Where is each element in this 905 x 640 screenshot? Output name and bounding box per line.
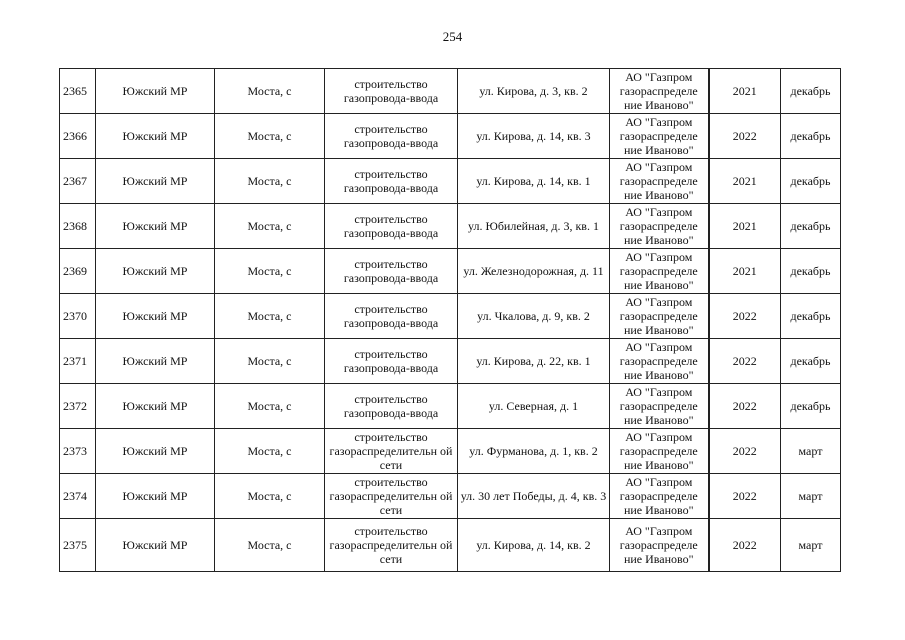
cell-locality: Моста, с bbox=[215, 114, 325, 159]
table-row bbox=[60, 339, 841, 384]
cell-locality: Моста, с bbox=[215, 429, 325, 474]
cell-year: 2022 bbox=[709, 384, 781, 429]
cell-district: Южский МР bbox=[96, 474, 215, 519]
cell-org: АО "Газпром газораспределе ние Иваново" bbox=[610, 69, 709, 114]
cell-month: март bbox=[781, 519, 841, 572]
cell-num: 2372 bbox=[60, 384, 96, 429]
cell-year: 2022 bbox=[709, 294, 781, 339]
cell-org: АО "Газпром газораспределе ние Иваново" bbox=[610, 429, 709, 474]
table-row bbox=[60, 474, 841, 519]
cell-num: 2367 bbox=[60, 159, 96, 204]
cell-year: 2022 bbox=[709, 429, 781, 474]
cell-num: 2370 bbox=[60, 294, 96, 339]
cell-month: декабрь bbox=[781, 69, 841, 114]
cell-work: строительство газопровода-ввода bbox=[325, 339, 458, 384]
cell-district: Южский МР bbox=[96, 519, 215, 572]
cell-month: декабрь bbox=[781, 384, 841, 429]
cell-num: 2374 bbox=[60, 474, 96, 519]
cell-work: строительство газораспределительн ой сети bbox=[325, 519, 458, 572]
cell-year: 2022 bbox=[709, 339, 781, 384]
cell-month: декабрь bbox=[781, 204, 841, 249]
cell-locality: Моста, с bbox=[215, 339, 325, 384]
cell-district: Южский МР bbox=[96, 249, 215, 294]
cell-locality: Моста, с bbox=[215, 474, 325, 519]
cell-org: АО "Газпром газораспределе ние Иваново" bbox=[610, 384, 709, 429]
table-row bbox=[60, 384, 841, 429]
table-row bbox=[60, 159, 841, 204]
table-row bbox=[60, 204, 841, 249]
cell-org: АО "Газпром газораспределе ние Иваново" bbox=[610, 474, 709, 519]
cell-num: 2368 bbox=[60, 204, 96, 249]
cell-work: строительство газопровода-ввода bbox=[325, 114, 458, 159]
cell-locality: Моста, с bbox=[215, 384, 325, 429]
cell-address: ул. Фурманова, д. 1, кв. 2 bbox=[458, 429, 610, 474]
cell-district: Южский МР bbox=[96, 339, 215, 384]
cell-address: ул. Кирова, д. 14, кв. 1 bbox=[458, 159, 610, 204]
cell-org: АО "Газпром газораспределе ние Иваново" bbox=[610, 159, 709, 204]
cell-address: ул. Кирова, д. 3, кв. 2 bbox=[458, 69, 610, 114]
cell-locality: Моста, с bbox=[215, 204, 325, 249]
cell-year: 2021 bbox=[709, 204, 781, 249]
cell-address: ул. Кирова, д. 14, кв. 3 bbox=[458, 114, 610, 159]
cell-work: строительство газопровода-ввода bbox=[325, 384, 458, 429]
cell-num: 2365 bbox=[60, 69, 96, 114]
cell-year: 2021 bbox=[709, 69, 781, 114]
cell-month: декабрь bbox=[781, 249, 841, 294]
cell-address: ул. Кирова, д. 22, кв. 1 bbox=[458, 339, 610, 384]
table-row bbox=[60, 294, 841, 339]
cell-org: АО "Газпром газораспределе ние Иваново" bbox=[610, 294, 709, 339]
cell-address: ул. 30 лет Победы, д. 4, кв. 3 bbox=[458, 474, 610, 519]
cell-district: Южский МР bbox=[96, 384, 215, 429]
cell-address: ул. Чкалова, д. 9, кв. 2 bbox=[458, 294, 610, 339]
cell-month: март bbox=[781, 474, 841, 519]
cell-org: АО "Газпром газораспределе ние Иваново" bbox=[610, 339, 709, 384]
cell-year: 2022 bbox=[709, 474, 781, 519]
cell-address: ул. Северная, д. 1 bbox=[458, 384, 610, 429]
cell-district: Южский МР bbox=[96, 69, 215, 114]
cell-locality: Моста, с bbox=[215, 159, 325, 204]
cell-org: АО "Газпром газораспределе ние Иваново" bbox=[610, 249, 709, 294]
cell-address: ул. Кирова, д. 14, кв. 2 bbox=[458, 519, 610, 572]
cell-address: ул. Юбилейная, д. 3, кв. 1 bbox=[458, 204, 610, 249]
cell-month: декабрь bbox=[781, 294, 841, 339]
cell-district: Южский МР bbox=[96, 429, 215, 474]
cell-year: 2022 bbox=[709, 519, 781, 572]
cell-work: строительство газопровода-ввода bbox=[325, 159, 458, 204]
cell-year: 2022 bbox=[709, 114, 781, 159]
cell-year: 2021 bbox=[709, 159, 781, 204]
cell-num: 2369 bbox=[60, 249, 96, 294]
cell-district: Южский МР bbox=[96, 294, 215, 339]
table-body bbox=[60, 69, 841, 572]
cell-address: ул. Железнодорожная, д. 11 bbox=[458, 249, 610, 294]
cell-org: АО "Газпром газораспределе ние Иваново" bbox=[610, 519, 709, 572]
cell-month: декабрь bbox=[781, 159, 841, 204]
cell-num: 2375 bbox=[60, 519, 96, 572]
table-row bbox=[60, 114, 841, 159]
cell-district: Южский МР bbox=[96, 204, 215, 249]
table-row bbox=[60, 69, 841, 114]
table-row bbox=[60, 249, 841, 294]
cell-year: 2021 bbox=[709, 249, 781, 294]
cell-work: строительство газораспределительн ой сети bbox=[325, 429, 458, 474]
cell-locality: Моста, с bbox=[215, 294, 325, 339]
cell-num: 2371 bbox=[60, 339, 96, 384]
cell-num: 2373 bbox=[60, 429, 96, 474]
cell-work: строительство газопровода-ввода bbox=[325, 294, 458, 339]
cell-work: строительство газопровода-ввода bbox=[325, 249, 458, 294]
cell-num: 2366 bbox=[60, 114, 96, 159]
cell-locality: Моста, с bbox=[215, 519, 325, 572]
cell-org: АО "Газпром газораспределе ние Иваново" bbox=[610, 204, 709, 249]
cell-district: Южский МР bbox=[96, 114, 215, 159]
table-row bbox=[60, 429, 841, 474]
page-number: 254 bbox=[442, 29, 463, 44]
cell-work: строительство газораспределительн ой сети bbox=[325, 474, 458, 519]
table-row bbox=[60, 519, 841, 572]
cell-work: строительство газопровода-ввода bbox=[325, 204, 458, 249]
cell-month: декабрь bbox=[781, 339, 841, 384]
cell-locality: Моста, с bbox=[215, 69, 325, 114]
registry-table bbox=[59, 68, 841, 572]
cell-district: Южский МР bbox=[96, 159, 215, 204]
cell-org: АО "Газпром газораспределе ние Иваново" bbox=[610, 114, 709, 159]
cell-work: строительство газопровода-ввода bbox=[325, 69, 458, 114]
cell-locality: Моста, с bbox=[215, 249, 325, 294]
cell-month: декабрь bbox=[781, 114, 841, 159]
cell-month: март bbox=[781, 429, 841, 474]
